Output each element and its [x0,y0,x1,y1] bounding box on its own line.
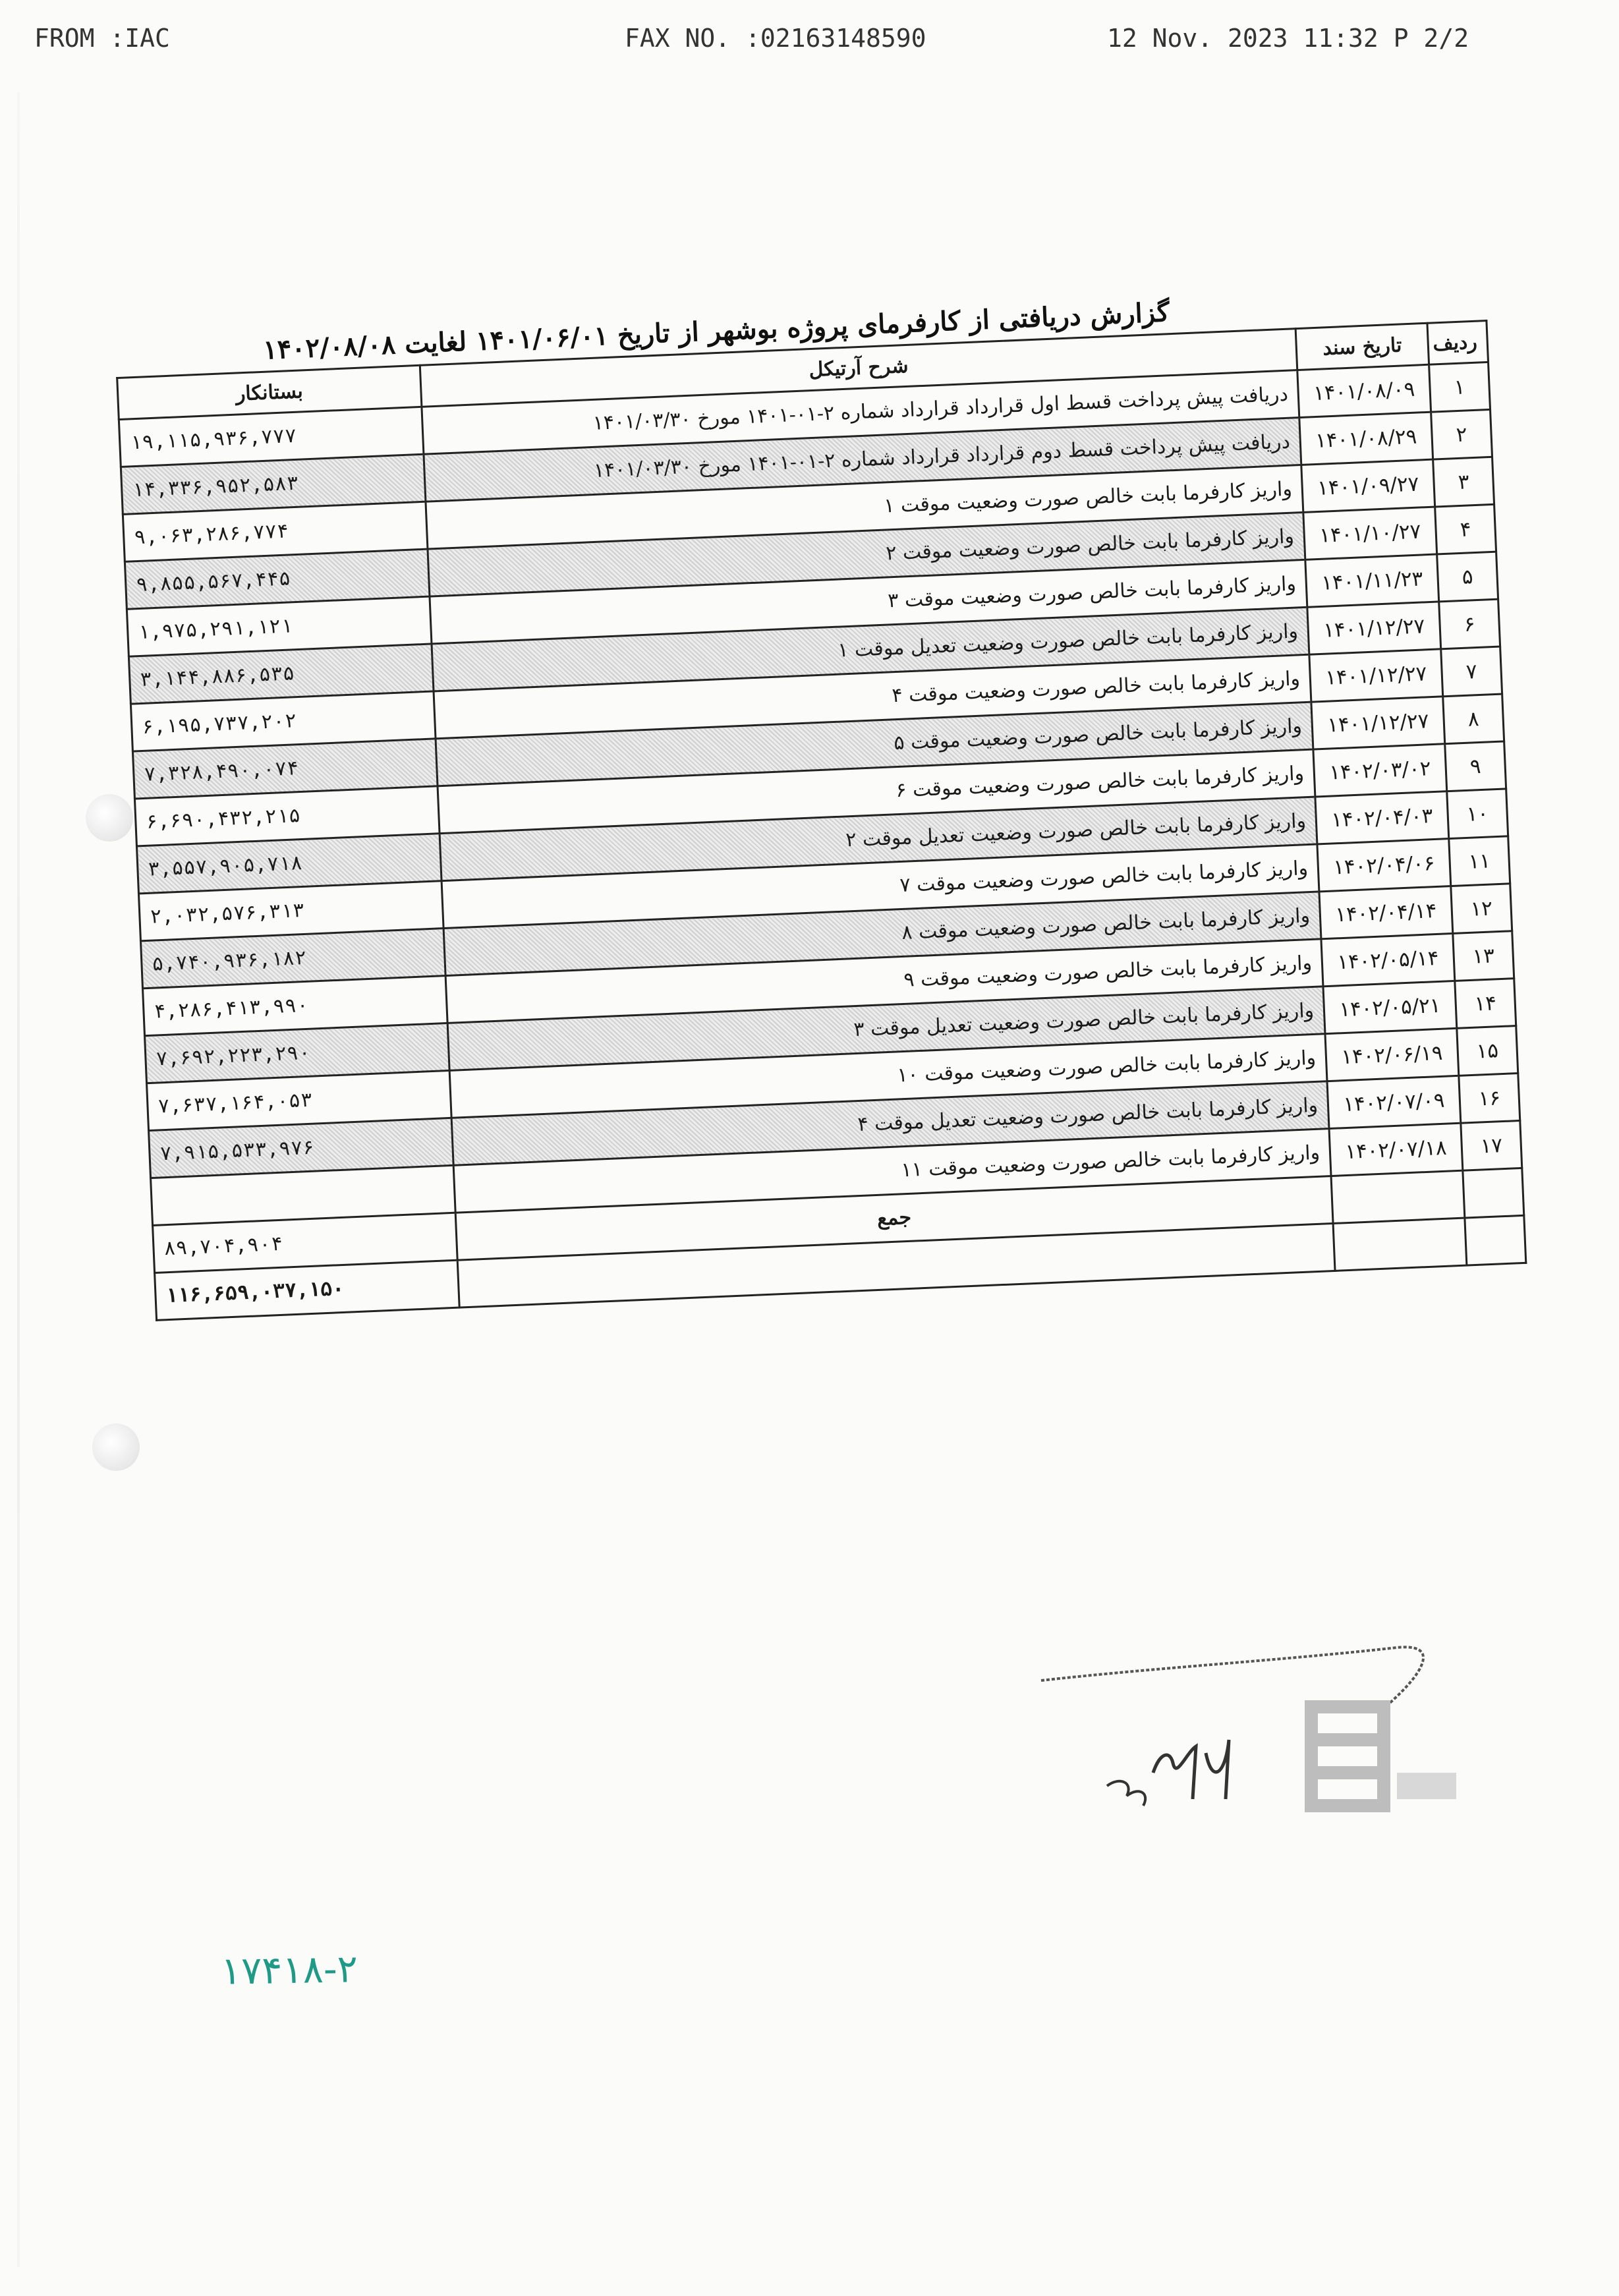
total-blank [1465,1215,1526,1265]
cell-row-no: ۸ [1443,694,1504,744]
cell-doc-date: ۱۴۰۲/۰۵/۲۱ [1323,981,1457,1033]
fax-header [0,12,1619,65]
cell-row-no: ۵ [1437,552,1498,602]
report [117,283,1527,1321]
cell-row-no: ۴ [1435,504,1496,554]
cell-doc-date: ۱۴۰۲/۰۴/۰۶ [1317,839,1451,892]
column-header-doc-date: تاریخ سند [1295,323,1429,370]
cell-description: واریز کارفرما بابت خالص صورت وضعیت موقت ۳ [430,560,1307,644]
cell-description: دریافت پیش پرداخت قسط اول قرارداد قرارداد شماره ۲-۰۱-۱۴۰۱ مورخ ۱۴۰۱/۰۳/۳۰ [422,370,1299,455]
cell-creditor: ۶,۶۹۰,۴۳۲,۲۱۵ [134,786,440,846]
cell-description: دریافت پیش پرداخت قسط دوم قرارداد قرارداد شماره ۲-۰۱-۱۴۰۱ مورخ ۱۴۰۱/۰۳/۳۰ [424,418,1301,502]
cell-doc-date: ۱۴۰۲/۰۴/۱۴ [1319,886,1453,939]
cell-doc-date: ۱۴۰۲/۰۷/۱۸ [1329,1123,1463,1176]
cell-doc-date: ۱۴۰۱/۰۸/۰۹ [1297,364,1431,417]
cell-creditor: ۳,۵۵۷,۹۰۵,۷۱۸ [136,834,441,894]
cell-creditor: ۳,۱۴۴,۸۸۶,۵۳۵ [128,644,434,704]
cell-doc-date: ۱۴۰۲/۰۶/۱۹ [1325,1028,1459,1081]
total-amount: ۱۱۶,۶۵۹,۰۳۷,۱۵۰ [155,1260,460,1320]
punch-hole [86,794,133,842]
cell-row-no: ۲ [1431,409,1492,459]
cell-description: واریز کارفرما بابت خالص صورت وضعیت موقت ۶ [438,749,1315,834]
cell-description: واریز کارفرما بابت خالص صورت وضعیت موقت ۱ [426,465,1303,549]
cell-doc-date: ۱۴۰۱/۱۱/۲۳ [1305,554,1439,607]
fax-number: FAX NO. :02163148590 [625,24,926,53]
cell-description: واریز کارفرما بابت خالص صورت وضعیت موقت ۷ [441,844,1319,929]
cell-doc-date: ۱۴۰۱/۱۰/۲۷ [1303,507,1437,560]
cell-doc-date: ۱۴۰۲/۰۵/۱۴ [1321,933,1455,986]
sum-blank [1331,1170,1465,1223]
sum-blank [1463,1168,1524,1218]
cell-creditor: ۶,۱۹۵,۷۳۷,۲۰۲ [130,691,436,751]
cell-creditor: ۵,۷۴۰,۹۳۶,۱۸۲ [140,929,445,989]
cell-creditor: ۲,۰۳۲,۵۷۶,۳۱۳ [138,881,443,941]
handwritten-reference-number: ۱۷۴۱۸-۲ [220,1946,358,1994]
cell-row-no: ۹ [1445,741,1506,791]
cell-description: واریز کارفرما بابت خالص صورت وضعیت موقت ۵ [436,702,1313,786]
cell-row-no: ۱۴ [1455,979,1516,1029]
cell-creditor: ۷,۶۳۷,۱۶۴,۰۵۳ [147,1070,452,1130]
cell-creditor: ۷,۳۲۸,۴۹۰,۰۷۴ [132,739,438,799]
cell-description: واریز کارفرما بابت خالص صورت وضعیت موقت ۹ [445,939,1323,1023]
cell-creditor: ۷,۶۹۲,۲۲۳,۲۹۰ [145,1023,450,1083]
ledger-table [116,320,1527,1321]
cell-creditor: ۱۴,۳۳۶,۹۵۲,۵۸۳ [121,454,426,514]
cell-row-no: ۶ [1439,599,1500,649]
cell-creditor: ۱۹,۱۱۵,۹۳۶,۷۷۷ [119,407,424,467]
cell-description: واریز کارفرما بابت خالص صورت وضعیت تعدیل موقت ۴ [451,1081,1329,1166]
cell-description: واریز کارفرما بابت خالص صورت وضعیت موقت ۱۱ [453,1129,1331,1213]
sum-amount: ۸۹,۷۰۴,۹۰۴ [153,1213,458,1273]
column-header-creditor: بستانکار [117,365,422,419]
cell-creditor: ۴,۲۸۶,۴۱۳,۹۹۰ [143,976,448,1036]
cell-description: واریز کارفرما بابت خالص صورت وضعیت موقت ۲ [428,512,1305,596]
cell-creditor: ۷,۹۱۵,۵۳۳,۹۷۶ [149,1118,454,1178]
cell-doc-date: ۱۴۰۱/۱۲/۲۷ [1311,697,1445,749]
cell-row-no: ۱۱ [1449,836,1510,886]
punch-hole [92,1423,140,1471]
cell-row-no: ۷ [1441,646,1502,697]
cell-doc-date: ۱۴۰۲/۰۷/۰۹ [1327,1076,1461,1128]
cell-row-no: ۱۵ [1457,1026,1518,1076]
cell-doc-date: ۱۴۰۲/۰۴/۰۳ [1315,791,1449,844]
cell-doc-date: ۱۴۰۱/۱۲/۲۷ [1307,602,1441,654]
column-header-row-no: ردیف [1427,321,1489,365]
cell-description: واریز کارفرما بابت خالص صورت وضعیت موقت ۱۰ [449,1034,1327,1118]
total-blank [1333,1218,1467,1271]
column-header-description: شرح آرتیکل [420,329,1297,407]
cell-description: واریز کارفرما بابت خالص صورت وضعیت موقت ۴ [434,654,1311,739]
cell-row-no: ۱۷ [1461,1120,1522,1170]
ledger-body [119,362,1521,1225]
cell-doc-date: ۱۴۰۱/۱۲/۲۷ [1309,649,1443,702]
sum-label: جمع [455,1176,1333,1261]
cell-row-no: ۱۳ [1453,931,1514,981]
cell-row-no: ۱۲ [1451,884,1512,934]
scan-edge-shadow [17,92,20,2267]
cell-creditor: ۱,۹۷۵,۲۹۱,۱۲۱ [127,596,432,656]
cell-description: واریز کارفرما بابت خالص صورت وضعیت تعدیل موقت ۲ [440,797,1317,881]
cell-description: واریز کارفرما بابت خالص صورت وضعیت موقت ۸ [443,892,1321,976]
cell-row-no: ۱۶ [1459,1074,1520,1124]
cell-description: واریز کارفرما بابت خالص صورت وضعیت تعدیل موقت ۳ [447,987,1325,1071]
cell-row-no: ۳ [1433,457,1494,507]
cell-description: واریز کارفرما بابت خالص صورت وضعیت تعدیل موقت ۱ [432,607,1309,691]
cell-doc-date: ۱۴۰۱/۰۸/۲۹ [1299,412,1433,465]
signature-stamp [1028,1621,1529,1832]
fax-datetime-page: 12 Nov. 2023 11:32 P 2/2 [1107,24,1469,53]
cell-row-no: ۱ [1429,362,1491,412]
cell-creditor: ۹,۸۵۵,۵۶۷,۴۴۵ [125,549,430,609]
cell-doc-date: ۱۴۰۲/۰۳/۰۲ [1313,744,1447,797]
cell-doc-date: ۱۴۰۱/۰۹/۲۷ [1301,459,1435,512]
report-title: گزارش دریافتی از کارفرمای پروژه بوشهر از تاریخ ۱۴۰۱/۰۶/۰۱ لغایت ۱۴۰۲/۰۸/۰۸ [262,297,1170,366]
cell-creditor: ۹,۰۶۳,۲۸۶,۷۷۴ [123,502,428,561]
cell-row-no: ۱۰ [1447,789,1508,839]
fax-from: FROM :IAC [34,24,170,53]
